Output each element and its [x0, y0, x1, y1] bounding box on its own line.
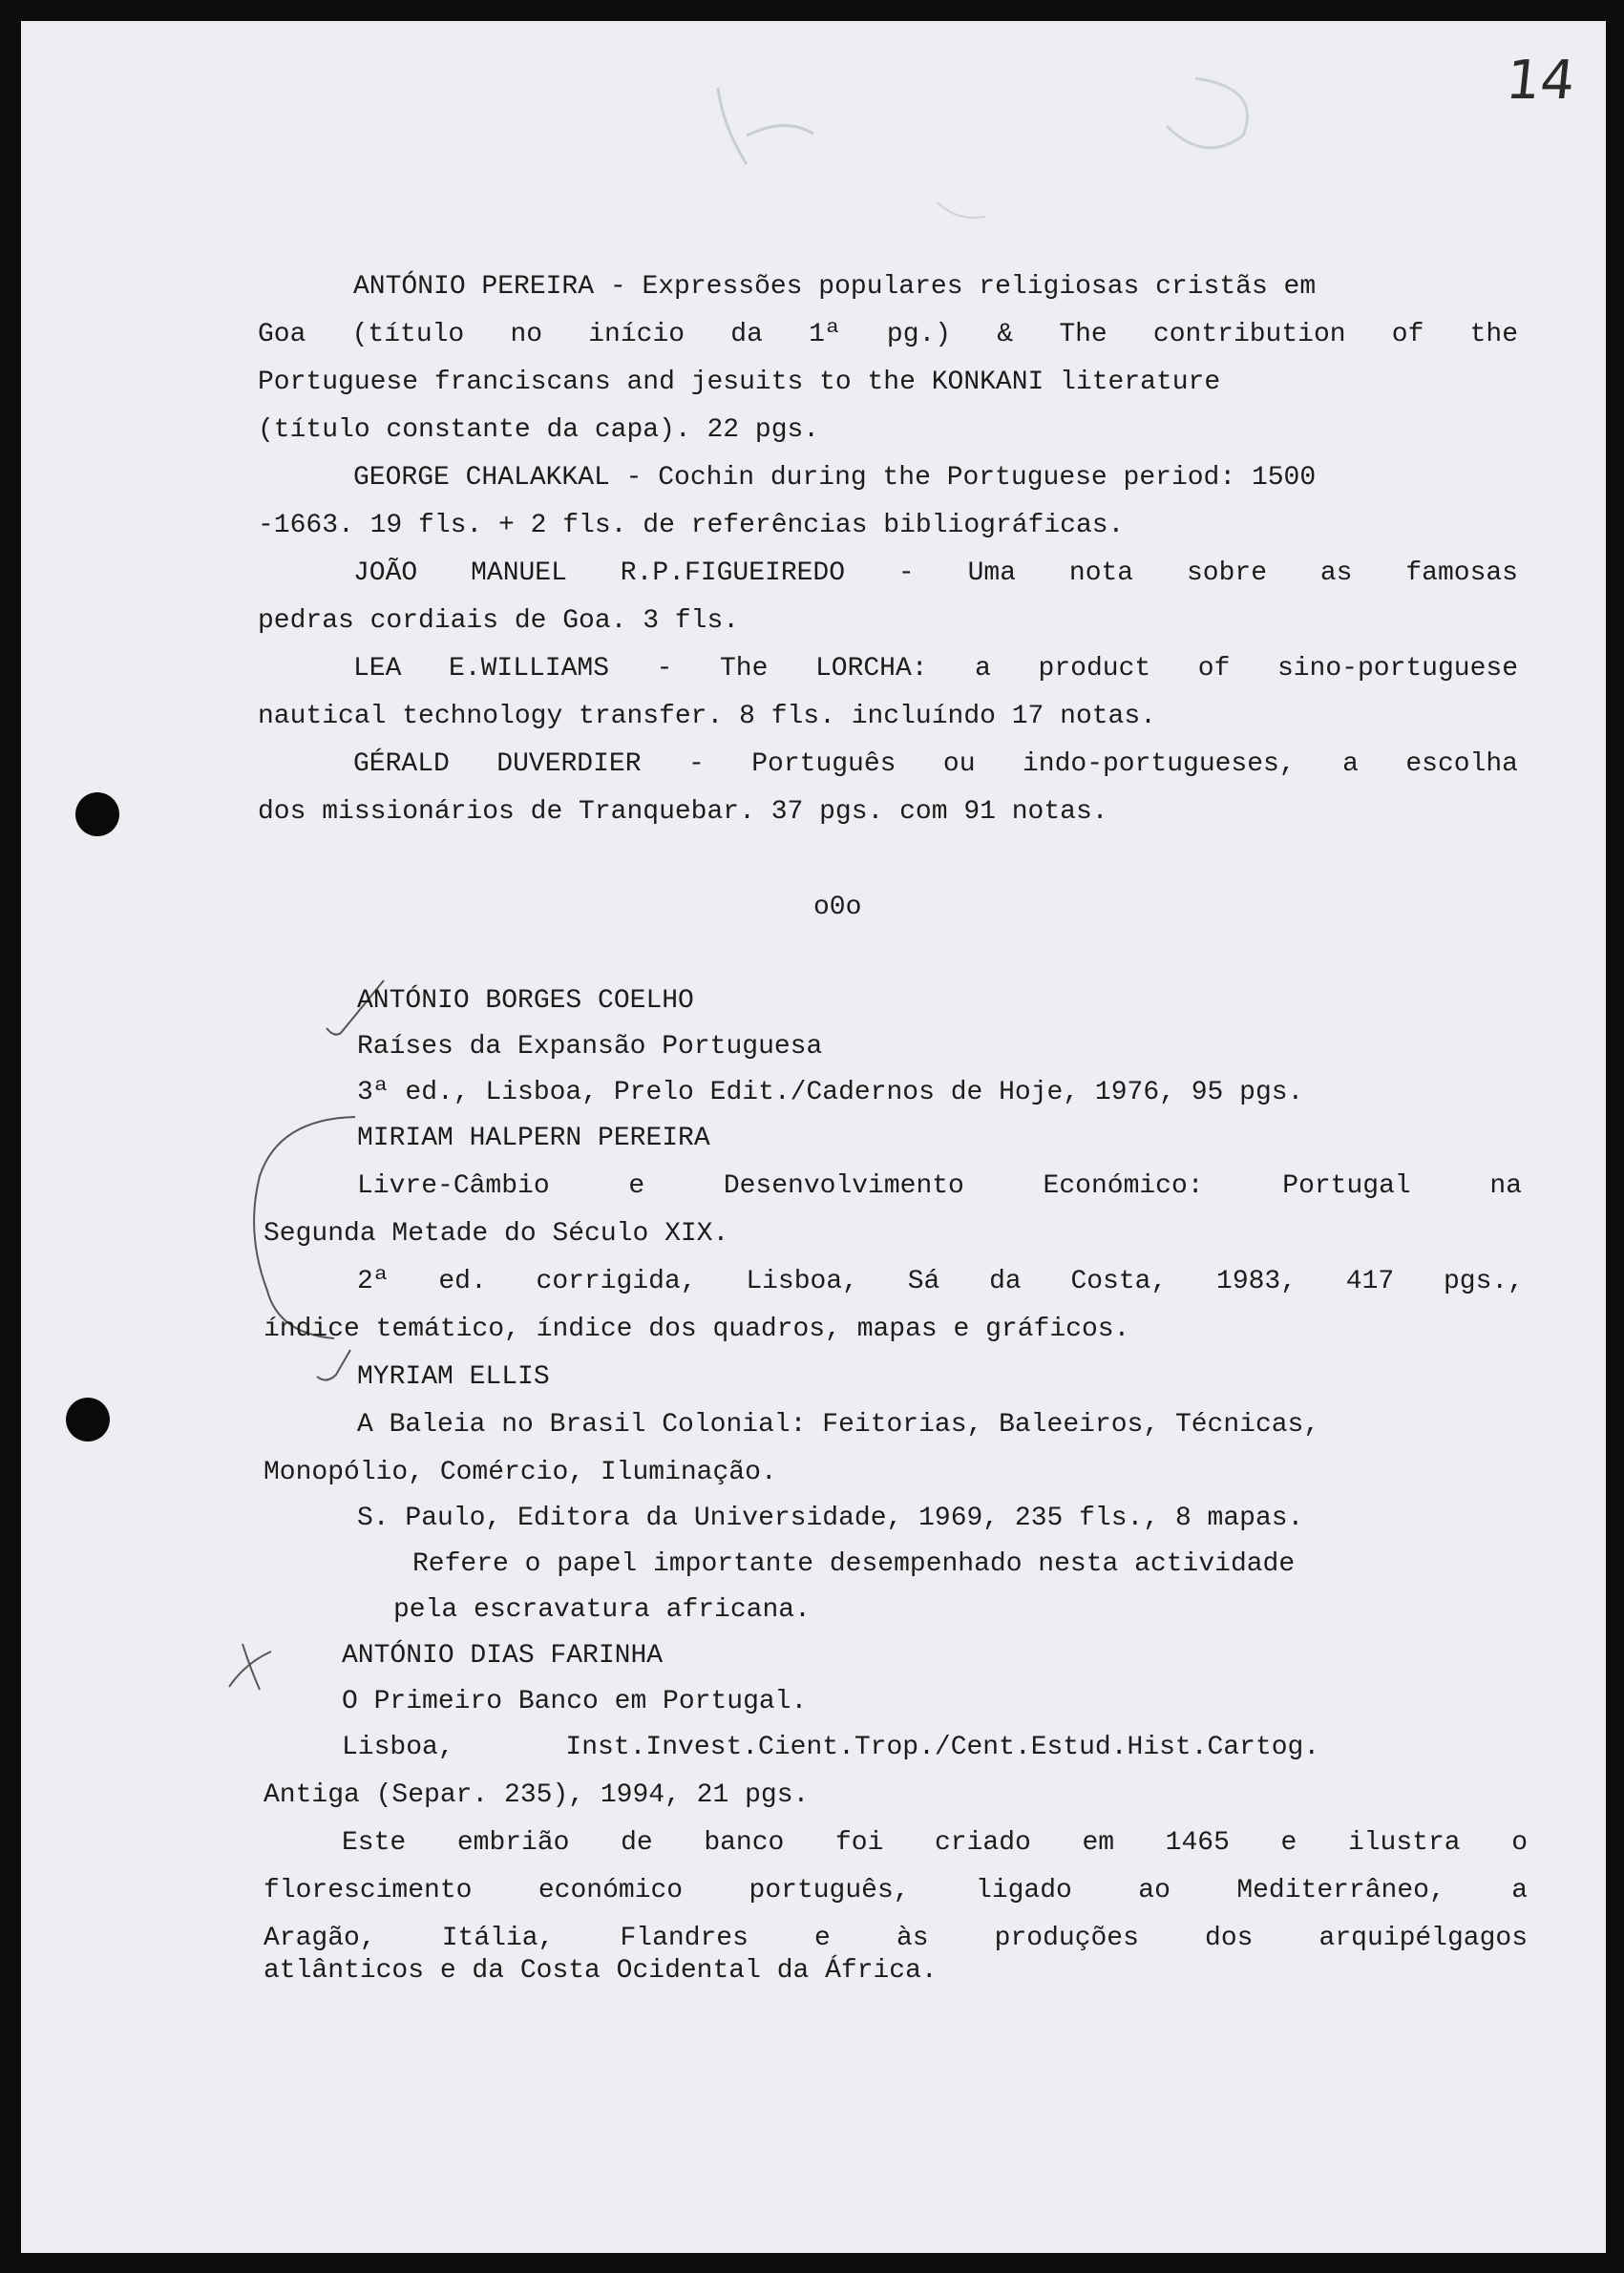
text-line: Lisboa, Inst.Invest.Cient.Trop./Cent.Estud.Hist.Cartog.	[342, 1733, 1320, 1762]
text-line: ANTÓNIO PEREIRA - Expressões populares religiosas cristãs em	[353, 272, 1317, 302]
pencil-mark	[938, 202, 985, 218]
text-line: pela escravatura africana.	[393, 1595, 811, 1625]
text-line: (título constante da capa). 22 pgs.	[258, 415, 820, 445]
book-title: Monopólio, Comércio, Iluminação.	[264, 1458, 777, 1487]
text-line: florescimento económico português, ligado ao Mediterrâneo, a	[264, 1876, 1528, 1905]
text-line: Portuguese franciscans and jesuits to the KONKANI literature	[258, 368, 1221, 397]
cross-mark	[229, 1652, 271, 1687]
check-mark	[317, 1350, 350, 1380]
author-name: ANTÓNIO BORGES COELHO	[357, 986, 694, 1016]
page-number: 14	[1503, 50, 1578, 112]
text-line: 3ª ed., Lisboa, Prelo Edit./Cadernos de Hoje, 1976, 95 pgs.	[357, 1078, 1304, 1107]
text-line: Goa (título no início da 1ª pg.) & The contribution of the	[258, 320, 1518, 349]
cross-mark	[243, 1644, 260, 1690]
pencil-mark	[747, 125, 813, 136]
pencil-mark	[718, 88, 747, 164]
pencil-mark	[1167, 78, 1247, 148]
handwritten-marks	[21, 21, 1606, 2253]
book-title: Raíses da Expansão Portuguesa	[357, 1032, 823, 1062]
document-page	[21, 21, 1606, 2253]
text-line: pedras cordiais de Goa. 3 fls.	[258, 606, 740, 636]
book-title: Livre-Câmbio e Desenvolvimento Económico: Portugal na	[357, 1171, 1522, 1201]
text-line: S. Paulo, Editora da Universidade, 1969, 235 fls., 8 mapas.	[357, 1504, 1304, 1533]
text-line: LEA E.WILLIAMS - The LORCHA: a product of sino-portuguese	[353, 654, 1518, 684]
text-line: -1663. 19 fls. + 2 fls. de referências bibliográficas.	[258, 511, 1125, 540]
text-line: Aragão, Itália, Flandres e às produções dos arquipélgagos	[264, 1924, 1528, 1953]
text-line: JOÃO MANUEL R.P.FIGUEIREDO - Uma nota sobre as famosas	[353, 558, 1518, 588]
text-line: GÉRALD DUVERDIER - Português ou indo-portugueses, a escolha	[353, 749, 1518, 779]
text-line: Refere o papel importante desempenhado nesta actividade	[412, 1549, 1296, 1579]
book-title: O Primeiro Banco em Portugal.	[342, 1687, 808, 1716]
text-line: Antiga (Separ. 235), 1994, 21 pgs.	[264, 1780, 810, 1810]
book-title: A Baleia no Brasil Colonial: Feitorias, Baleeiros, Técnicas,	[357, 1410, 1320, 1440]
author-name: MYRIAM ELLIS	[357, 1362, 550, 1392]
text-line: Este embrião de banco foi criado em 1465 e ilustra o	[342, 1828, 1528, 1858]
text-line: índice temático, índice dos quadros, mapas e gráficos.	[264, 1315, 1130, 1344]
text-line: GEORGE CHALAKKAL - Cochin during the Portuguese period: 1500	[353, 463, 1317, 493]
author-name: ANTÓNIO DIAS FARINHA	[342, 1641, 664, 1671]
book-title: Segunda Metade do Século XIX.	[264, 1219, 729, 1249]
separator: o0o	[813, 893, 862, 922]
author-name: MIRIAM HALPERN PEREIRA	[357, 1124, 710, 1153]
text-line: atlânticos e da Costa Ocidental da África.	[264, 1956, 938, 1986]
text-line: 2ª ed. corrigida, Lisboa, Sá da Costa, 1983, 417 pgs.,	[357, 1267, 1524, 1296]
text-line: nautical technology transfer. 8 fls. incluíndo 17 notas.	[258, 702, 1156, 731]
text-line: dos missionários de Tranquebar. 37 pgs. com 91 notas.	[258, 797, 1108, 827]
